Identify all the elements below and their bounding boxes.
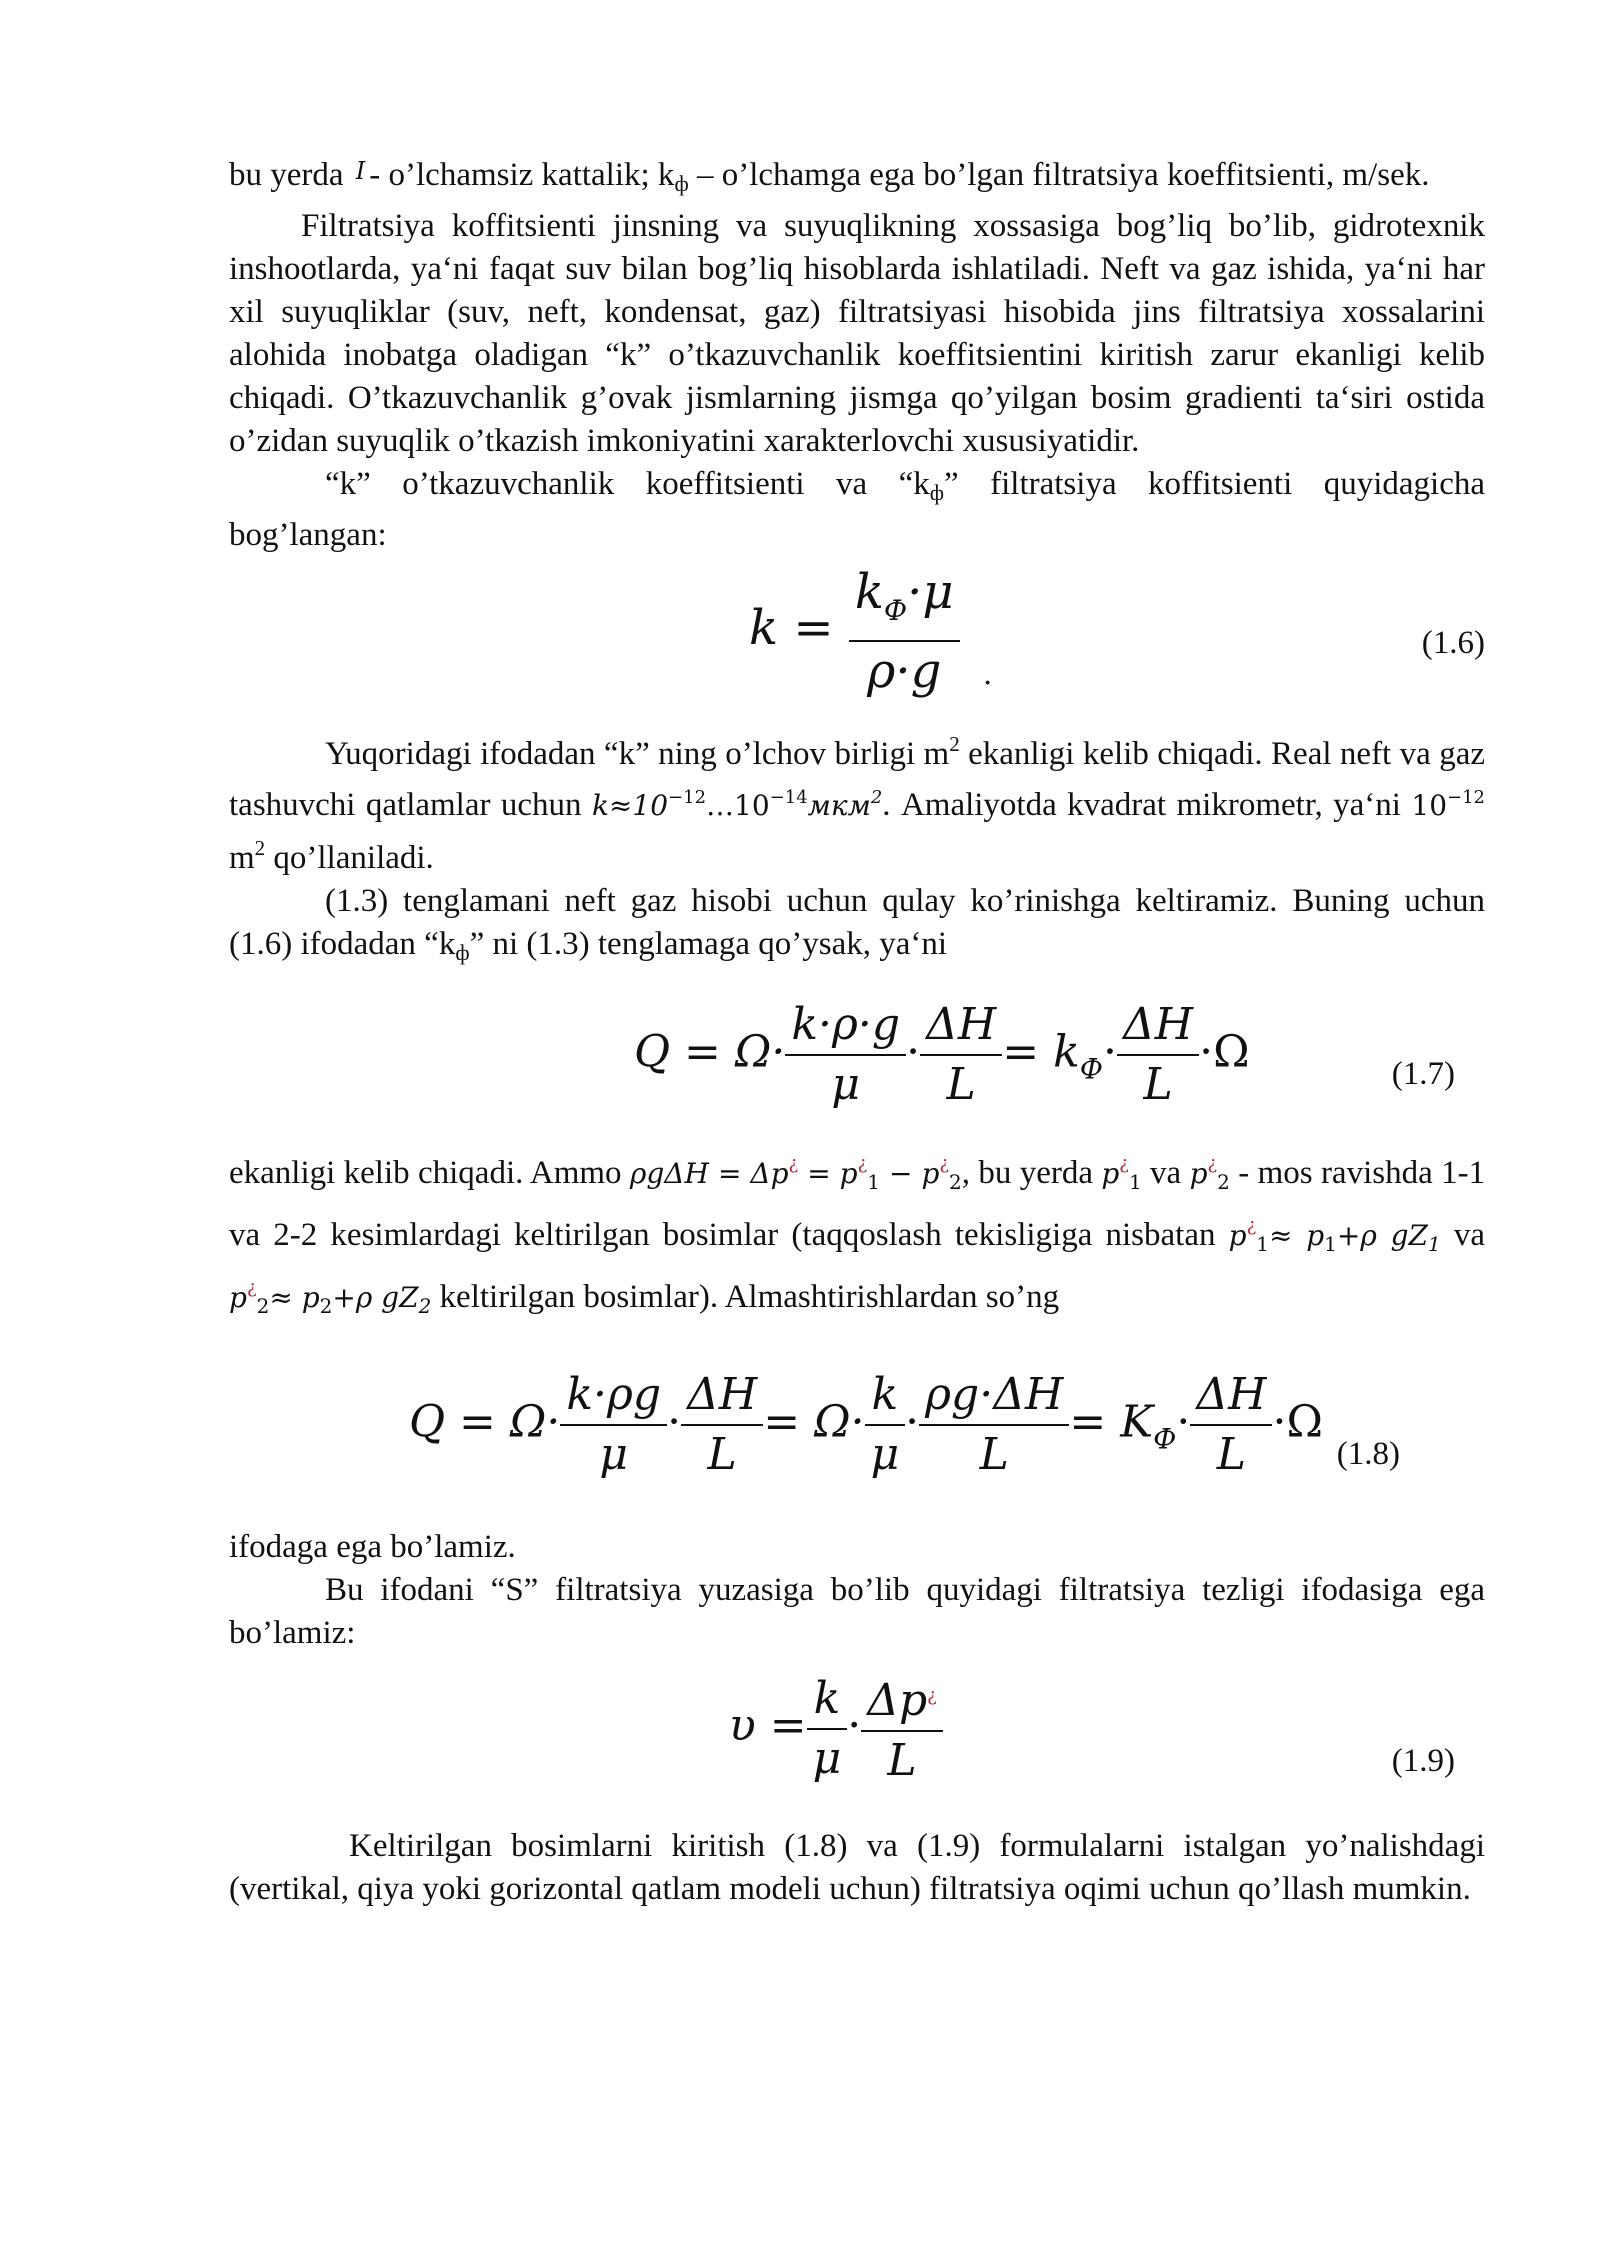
tick-mark: ¿ — [788, 1153, 799, 1174]
paragraph-velocity: Bu ifodani “S” filtratsiya yuzasiga bo’lib quyidagi filtratsiya tezligi ifodasiga ega bo’lamiz: — [229, 1572, 1485, 1651]
index: 1 — [1427, 1232, 1441, 1256]
formula-body — [634, 996, 1250, 1114]
paragraph-units — [229, 723, 1485, 880]
var-p: p — [1228, 1219, 1247, 1252]
operator: · — [847, 1700, 862, 1751]
superscript: 2 — [949, 732, 960, 756]
index: 2 — [949, 1170, 962, 1194]
equation-number: (1.7) — [1391, 1056, 1455, 1092]
equation-number: (1.8) — [1336, 1436, 1400, 1472]
index: 1 — [1256, 1232, 1269, 1256]
text: Yuqoridagi ifodadan “k” ning o’lchov birligi m — [325, 736, 950, 772]
index: 2 — [418, 1294, 432, 1318]
subscript-phi: Ф — [883, 594, 908, 627]
p1-reduced — [1101, 1153, 1142, 1194]
tick-mark: ¿ — [1207, 1153, 1218, 1174]
denominator: L — [1143, 1059, 1173, 1110]
expr: ρgΔH = Δp — [629, 1157, 789, 1190]
formula-body — [409, 1366, 1323, 1484]
text: ” ni (1.3) tenglamaga qo’ysak, ya‘ni — [469, 926, 948, 962]
text: - mos ravishda 1-1 va 2-2 kesimlardagi keltirilgan bosimlar (taqqoslash tekisligiga nisbatan — [229, 1155, 1486, 1253]
equation-number: (1.6) — [1421, 625, 1485, 661]
tick-mark: ¿ — [246, 1277, 257, 1298]
range-expression — [592, 789, 882, 822]
text: bu yerda — [229, 157, 344, 193]
numerator: k — [865, 1366, 906, 1426]
power-ten — [1411, 789, 1485, 822]
text: ekanligi kelib chiqadi. Ammo — [229, 1155, 622, 1191]
var-p: p — [229, 1281, 247, 1314]
paragraph-result: ifodaga ega bo’lamiz. — [229, 1529, 516, 1565]
formula-body — [749, 563, 992, 700]
denominator: μ — [831, 1059, 861, 1110]
exponent: 2 — [870, 787, 883, 808]
superscript: 2 — [254, 836, 266, 860]
subscript-phi: Ф — [1079, 1052, 1103, 1086]
text: “k” o’tkazuvchanlik koeffitsienti va “k — [325, 466, 930, 502]
formula-lhs: Q = Ω· — [634, 1026, 786, 1078]
numerator — [849, 563, 960, 642]
index: 1 — [1324, 1232, 1337, 1256]
numerator: ΔH — [1190, 1366, 1272, 1426]
paragraph-conclusion: Keltirilgan bosimlarni kiritish (1.8) va (1.9) formulalarni istalgan yo’nalishdagi (vertikal, qiya yoki gorizontal qatlam modeli uchun) filtratsiya oqimi uchun qo’llash mumkin. — [229, 1828, 1485, 1907]
numerator: ΔH — [681, 1366, 763, 1426]
equals-k: = k — [1002, 1026, 1080, 1078]
formula-dot: . — [982, 657, 993, 692]
delta-p: Δp — [867, 1675, 928, 1726]
formula-lhs: υ = — [729, 1700, 807, 1751]
numerator — [861, 1667, 943, 1732]
text: ” filtratsiya koffitsienti quyidagicha bog’langan: — [229, 466, 1485, 553]
p2-approx — [229, 1277, 432, 1318]
expr: = p — [798, 1157, 858, 1190]
numerator: k·ρ·g — [785, 996, 906, 1056]
paragraph-definitions — [229, 150, 1485, 205]
fraction — [919, 1366, 1069, 1484]
text: (1.3) tenglamani neft gaz hisobi uchun qulay ko’rinishga keltiramiz. Buning uchun (1.6) ifodadan “k — [229, 883, 1485, 962]
i-symbol: I — [355, 157, 366, 185]
denominator: μ — [870, 1429, 900, 1480]
denominator: L — [946, 1059, 976, 1110]
denominator: L — [1216, 1429, 1247, 1480]
operator: · — [1102, 1026, 1117, 1078]
paragraph-reduced-pressures — [229, 1142, 1485, 1328]
text: - o’lchamsiz kattalik; k — [369, 157, 675, 193]
numerator: ΔH — [1117, 996, 1199, 1056]
text: va — [1150, 1155, 1182, 1191]
range-mid: …10 — [706, 789, 770, 822]
operator: · — [667, 1396, 682, 1448]
mu-term: ·μ — [907, 564, 954, 620]
numerator: k·ρg — [560, 1366, 667, 1426]
expr: +ρ gZ — [332, 1281, 419, 1314]
var-p: p — [1189, 1157, 1208, 1190]
document-page — [229, 150, 1485, 1911]
text: qo’llaniladi. — [265, 840, 434, 876]
formula-lhs: Q = Ω· — [409, 1396, 561, 1448]
denominator: L — [887, 1735, 917, 1786]
formula-1-8 — [229, 1328, 1485, 1526]
numerator: k — [807, 1670, 848, 1730]
base: 10 — [1411, 789, 1448, 822]
expr: − p — [879, 1157, 940, 1190]
subscript-phi: ф — [674, 171, 689, 196]
tick-mark: ¿ — [1119, 1153, 1129, 1174]
fraction — [1190, 1366, 1272, 1484]
p2-reduced — [1189, 1153, 1230, 1194]
unit: мкм — [807, 789, 871, 822]
denominator: ρ·g — [867, 643, 942, 699]
denominator: μ — [599, 1429, 629, 1480]
denominator: L — [979, 1429, 1009, 1480]
denominator: μ — [812, 1732, 842, 1784]
paragraph-relation — [229, 463, 1485, 557]
equation-number: (1.9) — [1391, 1743, 1455, 1779]
fraction — [865, 1366, 906, 1484]
fraction — [807, 1670, 848, 1788]
formula-1-6 — [229, 557, 1485, 697]
fraction — [1117, 996, 1199, 1114]
fraction — [681, 1366, 763, 1484]
equals-K: = K — [1069, 1396, 1154, 1448]
paragraph-filtration-coefficient: Filtratsiya koffitsienti jinsning va suyuqlikning xossasiga bog’liq bo’lib, gidrotexnik inshootlarda, ya‘ni faqat suv bilan bog’liq hisoblarda ishlatiladi. Neft va gaz ishida, ya‘ni har xil suyuqliklar (suv, neft, kondensat, gaz) filtratsiyasi hisobida jins filtratsiya xossalarini alohida inobatga oladigan “k” o’tkazuvchanlik koeffitsientini kiritish zarur ekanligi kelib chiqadi. O’tkazuvchanlik g’ovak jismlarning jismga qo’yilgan bosim gradienti ta‘siri ostida o’zidan suyuqlik o’tkazish imkoniyatini xarakterlovchi xususiyatidir. — [229, 208, 1485, 459]
pressure-relation — [629, 1153, 962, 1194]
index: 2 — [1217, 1170, 1230, 1194]
numerator: ΔH — [920, 996, 1002, 1056]
operator: · — [905, 1396, 920, 1448]
index: 2 — [319, 1294, 333, 1318]
omega-term: ·Ω — [1199, 1026, 1250, 1078]
subscript-phi: ф — [929, 480, 945, 505]
exponent: −14 — [769, 787, 808, 808]
denominator: L — [707, 1429, 737, 1480]
text: m — [229, 840, 255, 876]
var-p: p — [1101, 1157, 1120, 1190]
exponent: −12 — [1447, 787, 1486, 808]
text: . Amaliyotda kvadrat mikrometr, ya‘ni — [882, 787, 1401, 823]
exponent: −12 — [668, 787, 707, 808]
expr: +ρ gZ — [1336, 1219, 1428, 1252]
fraction — [849, 563, 960, 700]
omega-term: ·Ω — [1272, 1396, 1323, 1448]
fraction — [560, 1366, 667, 1484]
formula-body — [729, 1667, 943, 1790]
paragraph-substitution — [229, 880, 1485, 974]
expr: ≈ p — [269, 1281, 320, 1314]
range-start: k≈10 — [591, 789, 669, 822]
text: va — [1453, 1217, 1486, 1253]
numerator: ρg·ΔH — [919, 1366, 1069, 1426]
expr: ≈ p — [1268, 1219, 1325, 1252]
index: 1 — [1128, 1170, 1142, 1194]
tick-mark: ¿ — [1246, 1215, 1257, 1236]
text: , bu yerda — [961, 1155, 1093, 1191]
fraction — [785, 996, 906, 1114]
tick-mark: ¿ — [939, 1153, 950, 1174]
tick-mark: ¿ — [927, 1685, 937, 1706]
text: ekanligi kelib chiqadi. Real neft va gaz tashuvchi qatlamlar uchun — [229, 736, 1485, 823]
var-k: k — [854, 564, 884, 620]
tick-mark: ¿ — [857, 1153, 868, 1174]
p1-approx — [1228, 1215, 1441, 1256]
operator: · — [906, 1026, 921, 1078]
formula-1-7 — [229, 974, 1485, 1142]
formula-1-9 — [229, 1655, 1485, 1815]
formula-lhs: k = — [749, 600, 834, 656]
text: – o’lchamga ega bo’lgan filtratsiya koeffitsienti, m/sek. — [688, 157, 1430, 193]
operator: · — [1176, 1396, 1191, 1448]
text: keltirilgan bosimlar). Almashtirishlardan so’ng — [439, 1279, 1060, 1315]
index: 1 — [867, 1170, 880, 1194]
fraction — [861, 1667, 943, 1790]
subscript-phi: Ф — [1153, 1422, 1177, 1456]
fraction — [920, 996, 1002, 1114]
index: 2 — [256, 1294, 270, 1318]
equals-omega: = Ω· — [763, 1396, 865, 1448]
subscript-phi: ф — [455, 940, 470, 965]
